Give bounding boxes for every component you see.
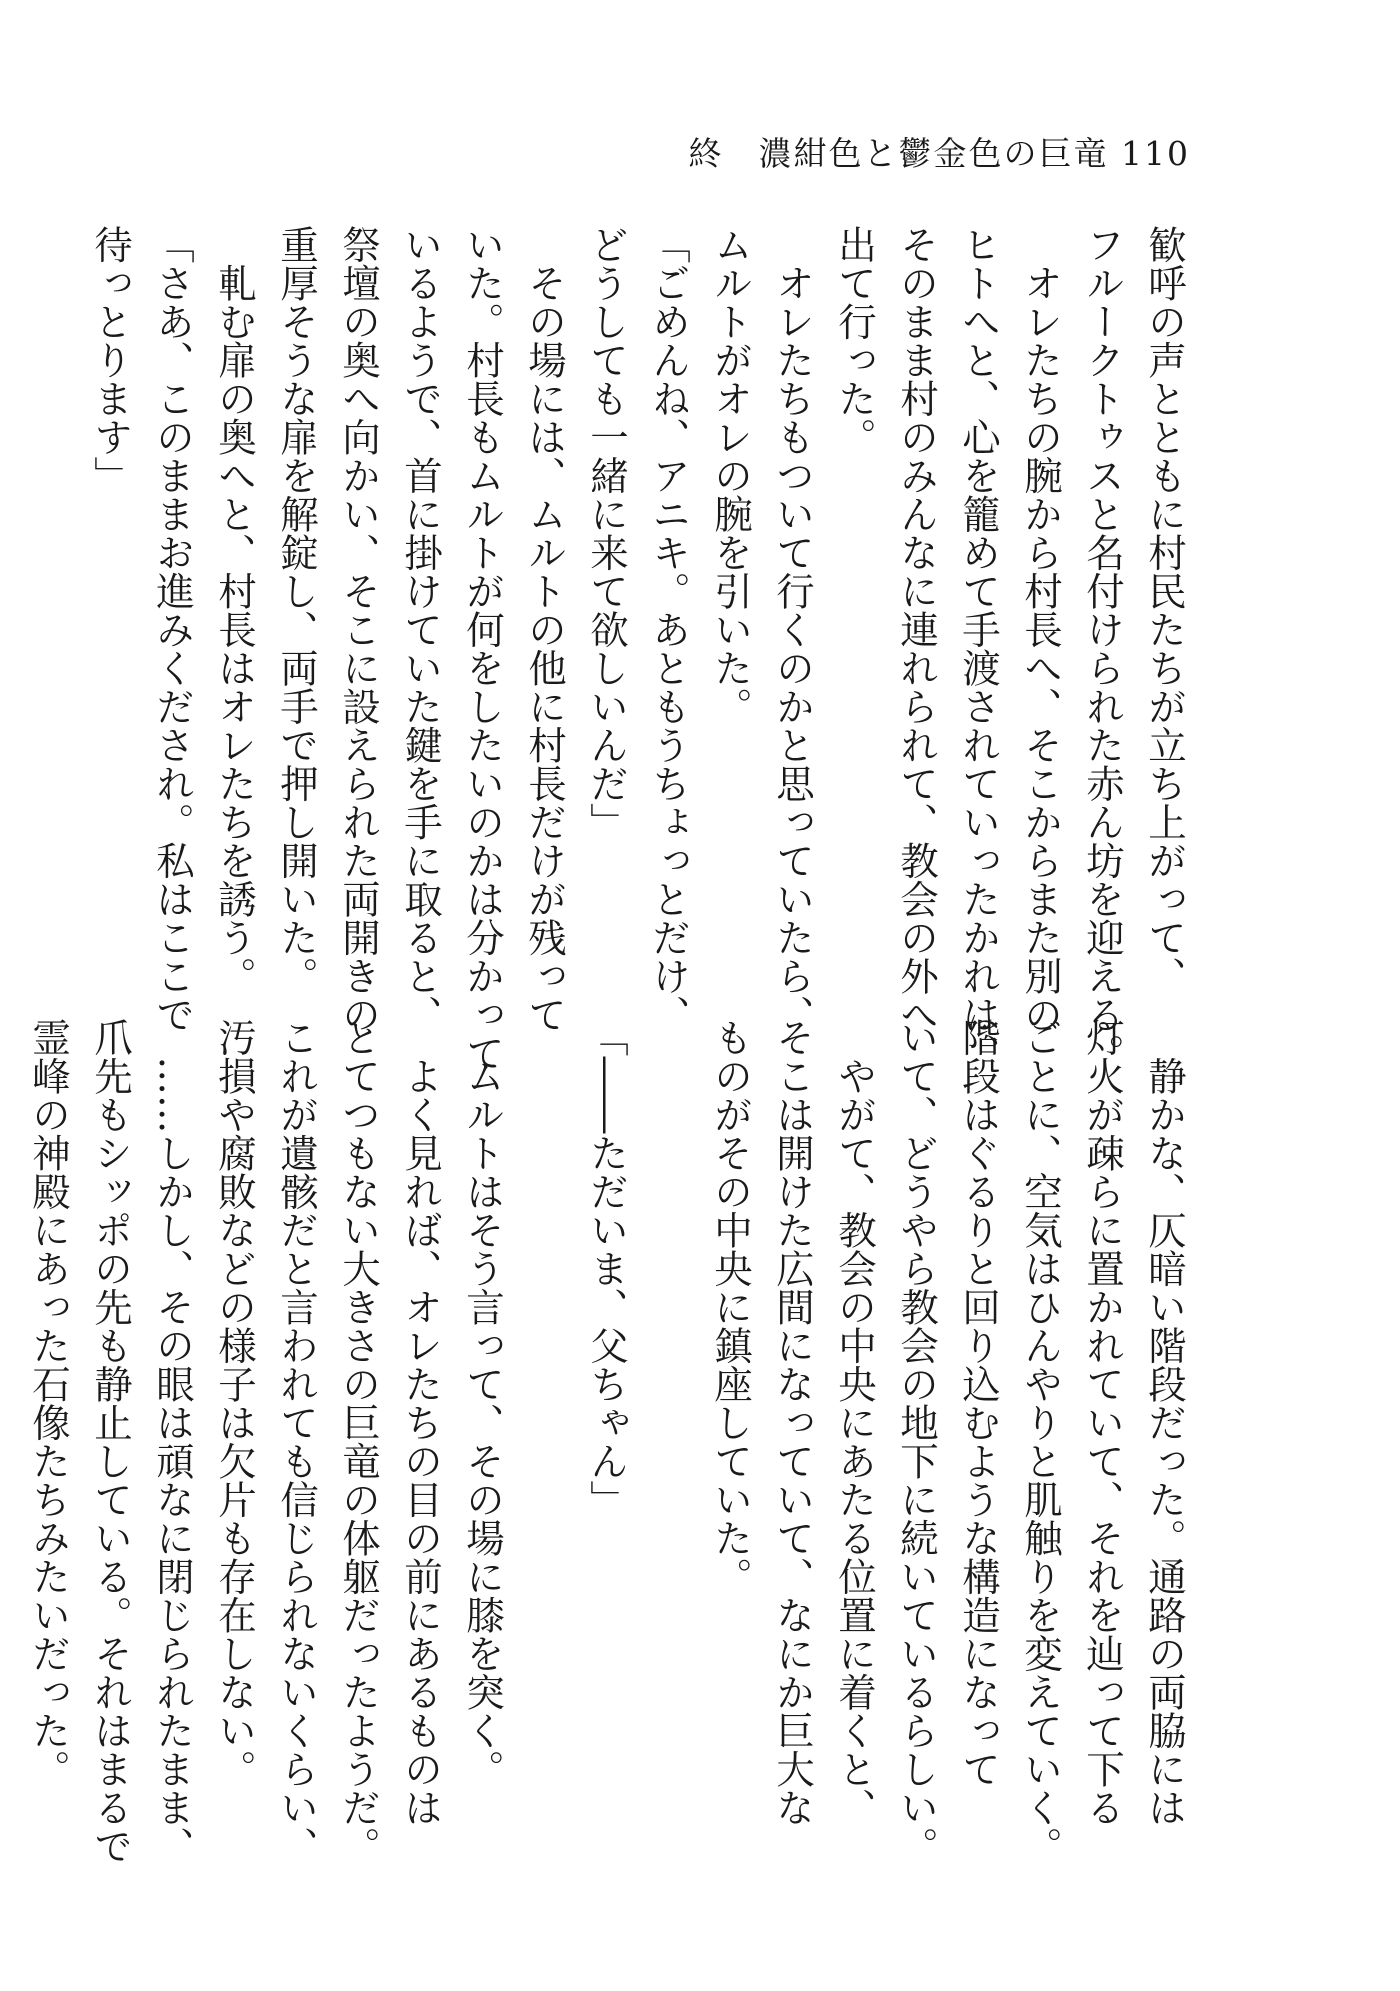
text-line: どうしても一緒に来て欲しいんだ」 <box>584 225 629 841</box>
text-line: ムルトはそう言って、その場に膝を突く。 <box>460 1018 505 1788</box>
text-line: ヒトへと、心を籠めて手渡されていったかれは、 <box>956 225 1001 1072</box>
text-line: 灯火が疎らに置かれていて、それを辿って下る <box>1080 1018 1125 1827</box>
text-line: 霊峰の神殿にあった石像たちみたいだった。 <box>26 1018 71 1788</box>
text-line: 汚損や腐敗などの様子は欠片も存在しない。 <box>212 1018 257 1788</box>
text-line <box>513 1018 575 1738</box>
text-line: やがて、教会の中央にあたる位置に着くと、 <box>832 1018 877 1827</box>
text-line: 待っとります」 <box>88 225 133 495</box>
text-block-lower <box>26 1018 1195 1865</box>
text-line: いた。村長もムルトが何をしたいのかは分かって <box>460 225 505 1072</box>
text-line: その場には、ムルトの他に村長だけが残って <box>522 225 567 1034</box>
text-line: フルークトゥスと名付けられた赤ん坊を迎える。 <box>1080 225 1125 1072</box>
text-line: よく見れば、オレたちの目の前にあるものは <box>398 1018 443 1827</box>
text-line <box>637 1018 699 1738</box>
text-line: ムルトがオレの腕を引いた。 <box>708 225 753 726</box>
text-line: 階段はぐるりと回り込むような構造になって <box>956 1018 1001 1788</box>
text-line: オレたちの腕から村長へ、そこからまた別の <box>1018 225 1063 1034</box>
text-line: とてつもない大きさの巨竜の体躯だったようだ。 <box>336 1018 381 1865</box>
text-line: そのまま村のみんなに連れられて、教会の外へ <box>894 225 939 1034</box>
text-line: ごとに、空気はひんやりと肌触りを変えていく。 <box>1018 1018 1063 1865</box>
text-line: オレたちもついて行くのかと思っていたら、 <box>770 225 815 1034</box>
text-line: ……しかし、その眼は頑なに閉じられたまま、 <box>150 1018 195 1865</box>
text-line: 「ごめんね、アニキ。あともうちょっとだけ、 <box>646 225 691 1034</box>
text-block-upper <box>88 225 1195 1072</box>
text-line: これが遺骸だと言われても信じられないくらい、 <box>274 1018 319 1865</box>
text-line: 静かな、仄暗い階段だった。通路の両脇には <box>1142 1018 1187 1827</box>
text-line: 「――ただいま、父ちゃん」 <box>584 1018 629 1519</box>
running-header: 終 濃紺色と鬱金色の巨竜 110 <box>688 134 1190 173</box>
text-line: 歓呼の声とともに村民たちが立ち上がって、 <box>1142 225 1187 995</box>
text-line: 重厚そうな扉を解錠し、両手で押し開いた。 <box>274 225 319 995</box>
text-line: いて、どうやら教会の地下に続いているらしい。 <box>894 1018 939 1865</box>
text-line: 出て行った。 <box>832 225 877 456</box>
text-line: 軋む扉の奥へと、村長はオレたちを誘う。 <box>212 225 257 995</box>
text-line: そこは開けた広間になっていて、なにか巨大な <box>770 1018 815 1827</box>
text-line: 「さあ、このままお進みくだされ。私はここで <box>150 225 195 1034</box>
text-line: 爪先もシッポの先も静止している。それはまるで <box>88 1018 133 1865</box>
text-line: 祭壇の奥へ向かい、そこに設えられた両開きの <box>336 225 381 1034</box>
text-line: ものがその中央に鎮座していた。 <box>708 1018 753 1596</box>
text-line: いるようで、首に掛けていた鍵を手に取ると、 <box>398 225 443 1034</box>
